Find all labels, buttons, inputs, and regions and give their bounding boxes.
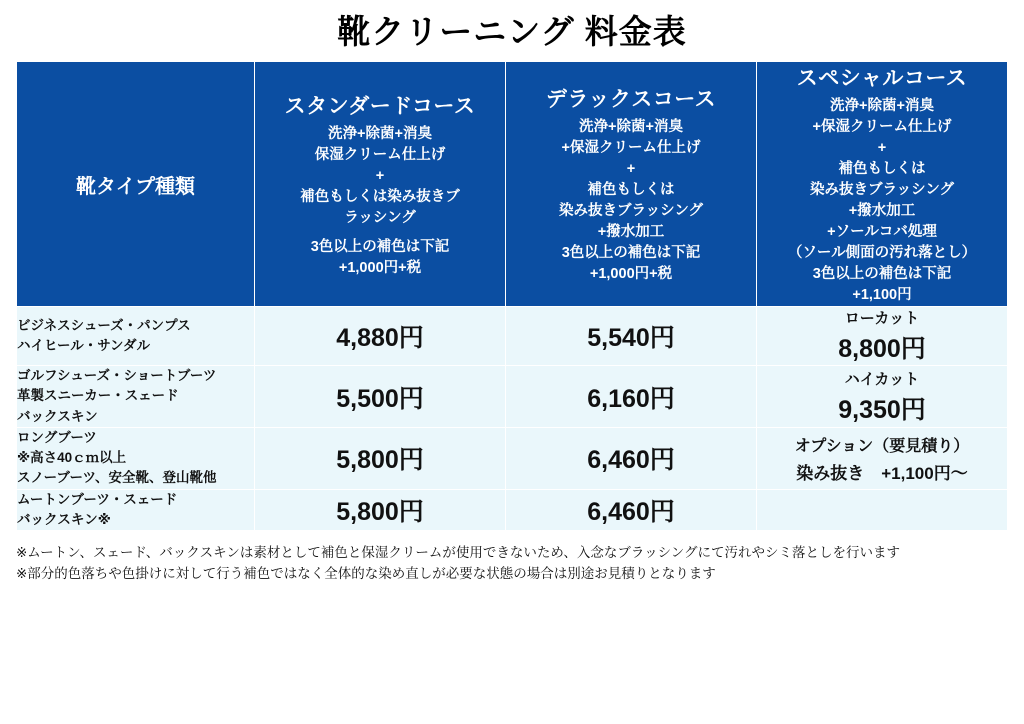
desc-line: 洗浄+除菌+消臭	[328, 125, 432, 142]
course-name-special: スペシャルコース	[796, 67, 968, 90]
label-line: ロングブーツ	[17, 429, 97, 445]
price-special-sub: ハイカット	[844, 370, 920, 388]
price-standard-golf: 5,500円	[255, 366, 506, 428]
table-row	[17, 489, 1008, 531]
desc-line: +1,100円	[852, 287, 912, 304]
table-header-row	[17, 62, 1008, 307]
desc-line: 補色もしくは	[587, 182, 675, 199]
desc-line: +1,000円+税	[589, 266, 673, 283]
label-line: バックスキン※	[17, 511, 111, 527]
desc-line: 3色以上の補色は下記	[310, 238, 450, 255]
desc-line: 3色以上の補色は下記	[561, 245, 701, 262]
course-name-standard: スタンダードコース	[284, 94, 476, 118]
row-label-longboots	[17, 427, 255, 489]
price-special-value: 9,350円	[838, 395, 926, 424]
page-title: 靴クリーニング 料金表	[337, 13, 687, 50]
footnote-1: ※ムートン、スェード、バックスキンは素材として補色と保湿クリームが使用できないため、入念なブラッシングにて汚れやシミ落としを行います	[16, 545, 901, 561]
price-standard-business: 4,880円	[255, 307, 506, 366]
price-special-longboots	[757, 427, 1008, 489]
label-line: ビジネスシューズ・パンプス	[17, 317, 191, 333]
table-row	[17, 366, 1008, 428]
desc-line: 洗浄+除菌+消臭	[830, 98, 934, 114]
desc-line: +保湿クリーム仕上げ	[561, 140, 701, 157]
course-desc-special	[757, 96, 1007, 306]
price-special-mouton	[757, 489, 1008, 531]
desc-line: 保湿クリーム仕上げ	[314, 146, 446, 163]
option-note-line1: オプション（要見積り）	[794, 437, 970, 455]
desc-line: 染み抜きブラッシング	[809, 182, 955, 199]
price-deluxe-business: 5,540円	[506, 307, 757, 366]
desc-line: +保湿クリーム仕上げ	[812, 119, 952, 136]
label-line: ※高さ40ｃｍ以上	[17, 450, 127, 466]
price-deluxe-golf: 6,160円	[506, 366, 757, 428]
desc-line: +撥水加工	[848, 203, 916, 220]
price-special-value: 8,800円	[838, 335, 926, 364]
price-deluxe-longboots: 6,460円	[506, 427, 757, 489]
label-line: バックスキン	[17, 408, 98, 424]
desc-line: +ソールコバ処理	[827, 224, 937, 241]
row-label-mouton	[17, 489, 255, 531]
price-standard-longboots: 5,800円	[255, 427, 506, 489]
desc-line: +1,000円+税	[338, 259, 422, 276]
course-desc-deluxe	[506, 117, 756, 285]
desc-line: 染み抜きブラッシング	[558, 203, 704, 220]
desc-line: 3色以上の補色は下記	[812, 266, 952, 283]
desc-line: 補色もしくは染み抜きブ	[300, 188, 460, 205]
label-line: ハイヒール・サンダル	[17, 338, 150, 354]
label-line: スノーブーツ、安全靴、登山靴他	[17, 470, 217, 486]
header-shoe-type: 靴タイプ種類	[17, 62, 255, 307]
label-line: 革製スニーカー・スェード	[17, 388, 179, 404]
desc-line: ラッシング	[344, 209, 416, 226]
price-special-sub: ローカット	[844, 310, 920, 328]
desc-line: 補色もしくは	[838, 161, 926, 178]
price-table	[16, 61, 1008, 531]
row-label-business	[17, 307, 255, 366]
footnotes	[16, 543, 1008, 585]
footnote-2: ※部分的色落ちや色掛けに対して行う補色ではなく全体的な染め直しが必要な状態の場合は別途お見積りとなります	[16, 566, 716, 582]
desc-line: （ソール側面の汚れ落とし）	[787, 245, 977, 262]
price-special-business	[757, 307, 1008, 366]
desc-line: +	[626, 161, 636, 178]
desc-line: +	[877, 140, 887, 157]
header-course-deluxe	[506, 62, 757, 307]
price-standard-mouton: 5,800円	[255, 489, 506, 531]
desc-line: +撥水加工	[597, 224, 665, 241]
course-desc-standard	[255, 124, 505, 279]
label-line: ゴルフシューズ・ショートブーツ	[17, 368, 217, 384]
option-note-line2: 染み抜き +1,100円〜	[796, 463, 968, 483]
header-course-standard	[255, 62, 506, 307]
label-line: ムートンブーツ・スェード	[17, 491, 178, 507]
course-name-deluxe: デラックスコース	[545, 88, 717, 112]
desc-line: +	[375, 167, 385, 184]
header-course-special	[757, 62, 1008, 307]
row-label-golf	[17, 366, 255, 428]
price-deluxe-mouton: 6,460円	[506, 489, 757, 531]
table-row	[17, 307, 1008, 366]
table-row	[17, 427, 1008, 489]
desc-line: 洗浄+除菌+消臭	[579, 119, 683, 136]
desc-spacer	[255, 229, 505, 237]
price-special-golf	[757, 366, 1008, 428]
